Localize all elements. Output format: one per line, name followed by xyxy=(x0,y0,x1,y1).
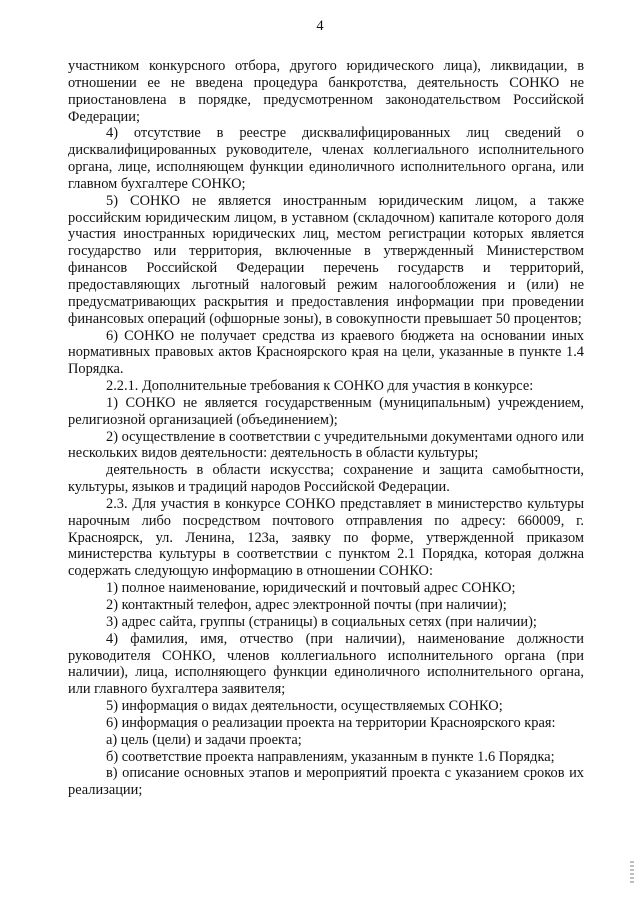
paragraph-2-3-item-1: 1) полное наименование, юридический и почтовый адрес СОНКО; xyxy=(106,580,516,597)
paragraph-2-3: 2.3. Для участия в конкурсе СОНКО представляет в министерство культуры нарочным либо посредством почтового отправления по адресу: 660009, г. Красноярск, ул. Ленина, 123а, заявку по форме, утвержденной приказом министерства культуры в соответствии с пунктом 2.1 Порядка, которая должна содержать следующую информацию в отношении СОНКО: xyxy=(68,495,584,580)
paragraph-2-3-item-6b: б) соответствие проекта направлениям, указанным в пункте 1.6 Порядка; xyxy=(106,748,555,765)
paragraph-2-2-1: 2.2.1. Дополнительные требования к СОНКО для участия в конкурсе: xyxy=(106,378,534,395)
scan-edge-mark xyxy=(630,861,634,885)
paragraph-2-3-item-2: 2) контактный телефон, адрес электронной почты (при наличии); xyxy=(106,597,507,613)
paragraph-item-5: 5) СОНКО не является иностранным юридическим лицом, а также российским юридическим лицом, в уставном (складочном) капитале которого доля участия иностранных юридических лиц, местом регистрации которых является государство или территория, включенные в утвержденный Министерством финансов Российской Федерации перечень государств и территорий, предоставляющих льготный налоговый режим налогообложения и (или) не предусматривающих раскрытия и предоставления информации при проведении финансовых операций (офшорные зоны), в совокупности превышает 50 процентов; xyxy=(68,192,584,327)
paragraph-item-4: 4) отсутствие в реестре дисквалифицированных лиц сведений о дисквалифицированных руководителе, членах коллегиального исполнительного органа, лице, исполняющем функции единоличного исполнительного органа, или главном бухгалтере СОНКО; xyxy=(68,125,584,192)
paragraph-2-2-1-item-2: 2) осуществление в соответствии с учредительными документами одного или нескольких видов деятельности: деятельность в области культуры; xyxy=(68,428,584,462)
paragraph-2-3-item-6: 6) информация о реализации проекта на территории Красноярского края: xyxy=(106,714,556,731)
paragraph-item-6: 6) СОНКО не получает средства из краевого бюджета на основании иных нормативных правовых актов Красноярского края на цели, указанные в пункте 1.4 Порядка. xyxy=(68,327,584,378)
document-body xyxy=(68,58,584,799)
paragraph-continuation: участником конкурсного отбора, другого юридического лица), ликвидации, в отношении ее не введена процедура банкротства, деятельность СОНКО не приостановлена в порядке, предусмотренном законодательством Российской Федерации; xyxy=(68,58,584,125)
paragraph-2-3-item-5: 5) информация о видах деятельности, осуществляемых СОНКО; xyxy=(106,698,503,715)
paragraph-2-3-item-6v: в) описание основных этапов и мероприятий проекта с указанием сроков их реализации; xyxy=(68,765,584,799)
paragraph-2-3-item-3: 3) адрес сайта, группы (страницы) в социальных сетях (при наличии); xyxy=(106,613,537,630)
paragraph-2-3-item-6a: а) цель (цели) и задачи проекта; xyxy=(106,731,302,748)
paragraph-2-2-1-item-1: 1) СОНКО не является государственным (муниципальным) учреждением, религиозной организацией (объединением); xyxy=(68,394,584,428)
paragraph-2-2-1-item-2-cont: деятельность в области искусства; сохранение и защита самобытности, культуры, языков и традиций народов Российской Федерации. xyxy=(68,462,584,496)
page-number: 4 xyxy=(316,18,324,34)
paragraph-2-3-item-4: 4) фамилия, имя, отчество (при наличии), наименование должности руководителя СОНКО, членов коллегиального исполнительного органа (при наличии), лица, исполняющего функции единоличного исполнительного органа, или главного бухгалтера заявителя; xyxy=(68,630,584,698)
